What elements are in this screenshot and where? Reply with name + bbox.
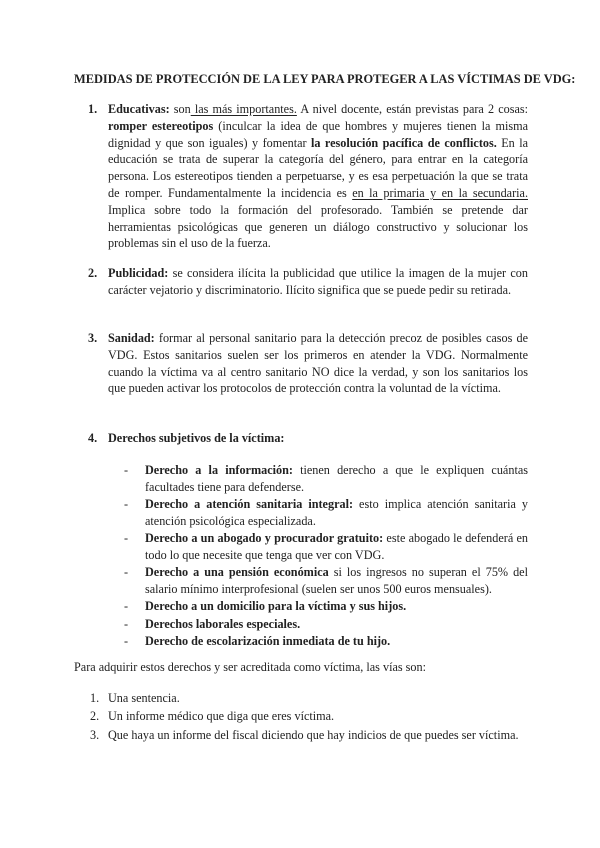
list-item bbox=[124, 496, 528, 530]
list-item bbox=[124, 616, 528, 633]
text-run: Un informe médico que diga que eres víctima. bbox=[108, 709, 335, 724]
dash-bullet: - bbox=[124, 463, 129, 477]
list-item bbox=[124, 598, 528, 615]
bold-text: Derecho de escolarización inmediata de tu hijo. bbox=[145, 633, 391, 648]
list-item bbox=[124, 633, 528, 650]
underlined-text: las más importantes. bbox=[190, 102, 297, 116]
list-number: 1. bbox=[90, 691, 100, 705]
text-run: se considera ilícita la publicidad que utilice la imagen de la mujer con carácter vejatorio y discriminatorio. Ilícito significa que se puede pedir su retirada. bbox=[108, 266, 528, 297]
text-run: esto implica atención sanitaria y atención psicológica especializada. bbox=[145, 497, 528, 528]
section-publicidad bbox=[88, 265, 528, 299]
list-item bbox=[90, 708, 528, 725]
text-run: Implica sobre todo la formación del profesorado. También se pretende dar herramientas psicológicas que generen un diálogo constructivo y solucionar los problemas sin el uso de la fuerza. bbox=[108, 202, 528, 251]
dash-bullet: - bbox=[124, 565, 129, 580]
list-item bbox=[90, 690, 528, 707]
bold-text: Derecho a la información: bbox=[145, 463, 293, 477]
list-item bbox=[124, 530, 528, 564]
rights-list bbox=[124, 462, 528, 650]
bold-text: Derecho a atención sanitaria integral: bbox=[145, 497, 354, 512]
section-sanidad bbox=[88, 330, 528, 397]
list-item bbox=[124, 462, 528, 496]
text-run: tienen derecho a que le expliquen cuántas facultades tiene para defenderse. bbox=[145, 463, 528, 494]
underlined-text: en la primaria y en la secundaria. bbox=[352, 185, 528, 200]
dash-bullet: - bbox=[124, 497, 129, 512]
closing-paragraph: Para adquirir estos derechos y ser acreditada como víctima, las vías son: bbox=[74, 660, 426, 674]
bold-text: Derecho a un domicilio para la víctima y sus hijos. bbox=[145, 599, 407, 614]
bold-text: romper estereotipos bbox=[108, 118, 214, 133]
list-number: 3. bbox=[90, 727, 100, 742]
list-item bbox=[124, 564, 528, 598]
text-run: este abogado le defenderá en todo lo que necesite que tenga que ver con VDG. bbox=[145, 531, 528, 562]
section-heading: Derechos subjetivos de la víctima: bbox=[108, 431, 285, 445]
text-run: Que haya un informe del fiscal diciendo que hay indicios de que puedes ser víctima. bbox=[108, 727, 519, 742]
bold-text: Derecho a una pensión económica bbox=[145, 565, 329, 580]
text-run: (inculcar la idea de que hombres y mujeres tienen la misma dignidad y que son iguales) y fomentar bbox=[108, 118, 528, 150]
text-run: son bbox=[169, 102, 191, 116]
dash-bullet: - bbox=[124, 531, 129, 546]
section-educativas bbox=[88, 101, 529, 252]
bold-text: Derecho a un abogado y procurador gratuito: bbox=[145, 531, 384, 546]
bold-text: la resolución pacífica de conflictos. bbox=[311, 135, 497, 150]
section-body bbox=[108, 265, 528, 299]
section-number: 2. bbox=[88, 266, 98, 280]
list-item bbox=[90, 727, 528, 744]
section-body bbox=[108, 430, 528, 447]
section-heading: Sanidad: bbox=[108, 331, 155, 345]
dash-bullet: - bbox=[124, 633, 129, 648]
text-run: Una sentencia. bbox=[108, 691, 180, 705]
dash-bullet: - bbox=[124, 599, 129, 614]
page-title: MEDIDAS DE PROTECCIÓN DE LA LEY PARA PROTEGER A LAS VÍCTIMAS DE VDG: bbox=[74, 72, 576, 86]
section-body bbox=[108, 330, 528, 397]
vias-list bbox=[90, 690, 528, 745]
section-number: 3. bbox=[88, 331, 98, 345]
list-number: 2. bbox=[90, 709, 100, 724]
section-body bbox=[108, 101, 528, 252]
text-run: En la educación se trata de superar la categoría del género, para entrar en la categoría persona. Los estereotipos tienden a perpetuarse, y es esa perpetuación la que se trata de romper. Fundamentalmente la incidencia es bbox=[108, 135, 529, 200]
section-number: 4. bbox=[88, 431, 98, 445]
text-run: formar al personal sanitario para la detección precoz de posibles casos de VDG. Estos sanitarios suelen ser los primeros en atender la VDG. Normalmente cuando la víctima va al centro sanitario NO dice la verdad, y son los sanitarios los que pueden activar los protocolos de protección contra la voluntad de la víctima. bbox=[108, 331, 528, 396]
bold-text: Derechos laborales especiales. bbox=[145, 616, 301, 631]
dash-bullet: - bbox=[124, 616, 129, 631]
text-run: si los ingresos no superan el 75% del salario mínimo interprofesional (suelen ser unos 500 euros mensuales). bbox=[145, 565, 528, 597]
section-heading: Publicidad: bbox=[108, 266, 169, 280]
section-number: 1. bbox=[88, 102, 98, 116]
section-heading: Educativas: bbox=[108, 102, 170, 116]
section-derechos bbox=[88, 430, 528, 447]
text-run: A nivel docente, están previstas para 2 cosas: bbox=[296, 102, 528, 116]
